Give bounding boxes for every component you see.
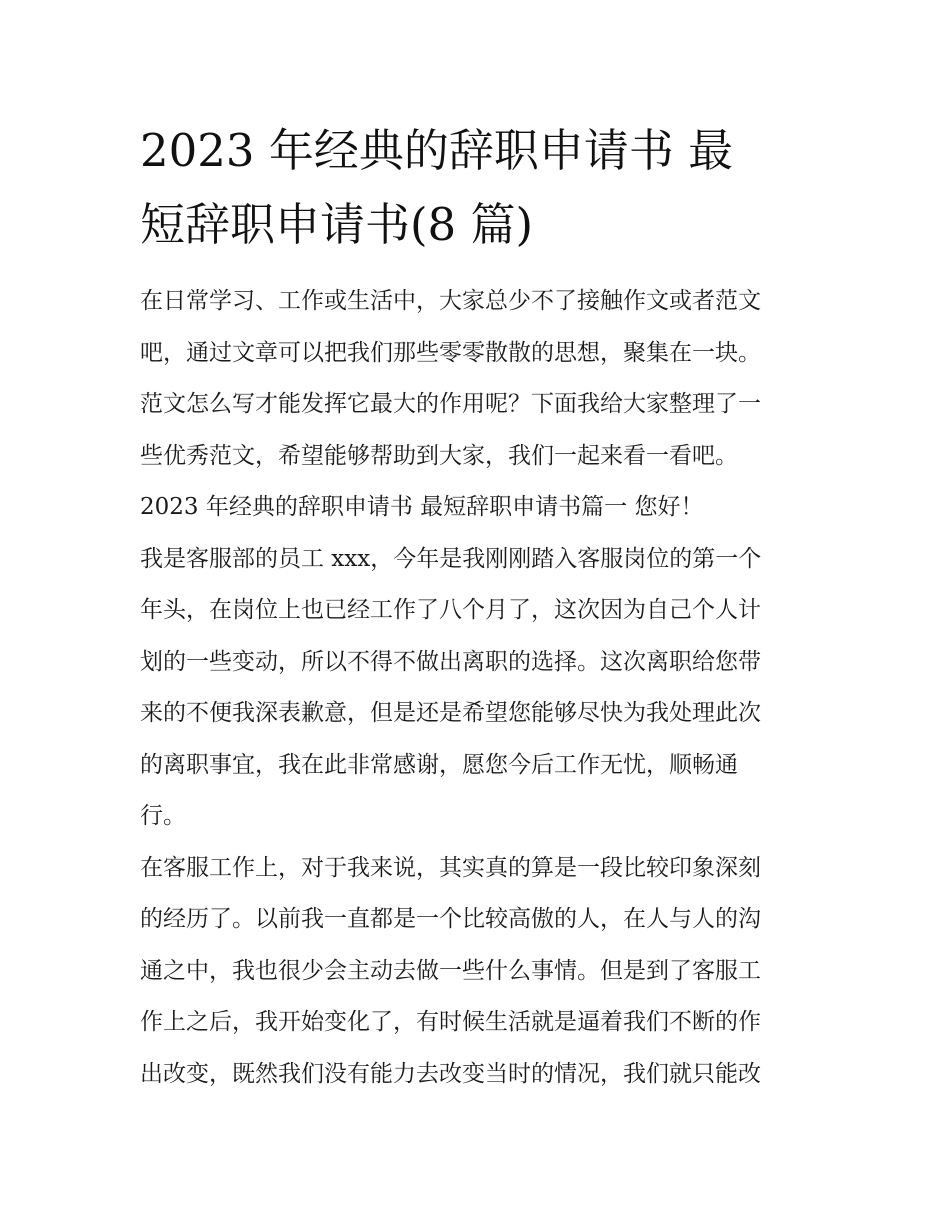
body-text-line: 我是客服部的员工 xxx，今年是我刚刚踏入客服岗位的第一个	[140, 545, 762, 572]
body-text-line: 些优秀范文，希望能够帮助到大家，我们一起来看一看吧。	[140, 442, 738, 469]
body-text-line: 在客服工作上，对于我来说，其实真的算是一段比较印象深刻	[140, 854, 761, 881]
body-text-line: 年头，在岗位上也已经工作了八个月了，这次因为自己个人计	[140, 597, 761, 623]
body-text-line: 通之中，我也很少会主动去做一些什么事情。但是到了客服工	[140, 957, 761, 984]
document-title	[140, 114, 820, 262]
body-text-line: 范文怎么写才能发挥它最大的作用呢？下面我给大家整理了一	[140, 391, 761, 417]
title-line-1: 2023 年经典的辞职申请书 最	[140, 124, 734, 177]
body-text-line: 在日常学习、工作或生活中，大家总少不了接触作文或者范文	[140, 288, 761, 314]
body-text-line: 吧，通过文章可以把我们那些零零散散的思想，聚集在一块。	[140, 339, 761, 366]
body-text-line: 行。	[140, 803, 186, 829]
body-text-line: 的离职事宜，我在此非常感谢，愿您今后工作无忧，顺畅通	[140, 751, 738, 778]
body-text-line: 划的一些变动，所以不得不做出离职的选择。这次离职给您带	[140, 648, 761, 675]
section-heading-line: 2023 年经典的辞职申请书 最短辞职申请书篇一 您好！	[140, 494, 704, 520]
body-text-line: 的经历了。以前我一直都是一个比较高傲的人，在人与人的沟	[140, 906, 761, 932]
body-text-line: 出改变，既然我们没有能力去改变当时的情况，我们就只能改	[140, 1060, 761, 1087]
body-text-line: 作上之后，我开始变化了，有时候生活就是逼着我们不断的作	[140, 1009, 761, 1035]
title-line-2: 短辞职申请书(8 篇)	[140, 198, 534, 251]
document-body	[140, 279, 820, 1103]
body-text-line: 来的不便我深表歉意，但是还是希望您能够尽快为我处理此次	[140, 700, 761, 726]
